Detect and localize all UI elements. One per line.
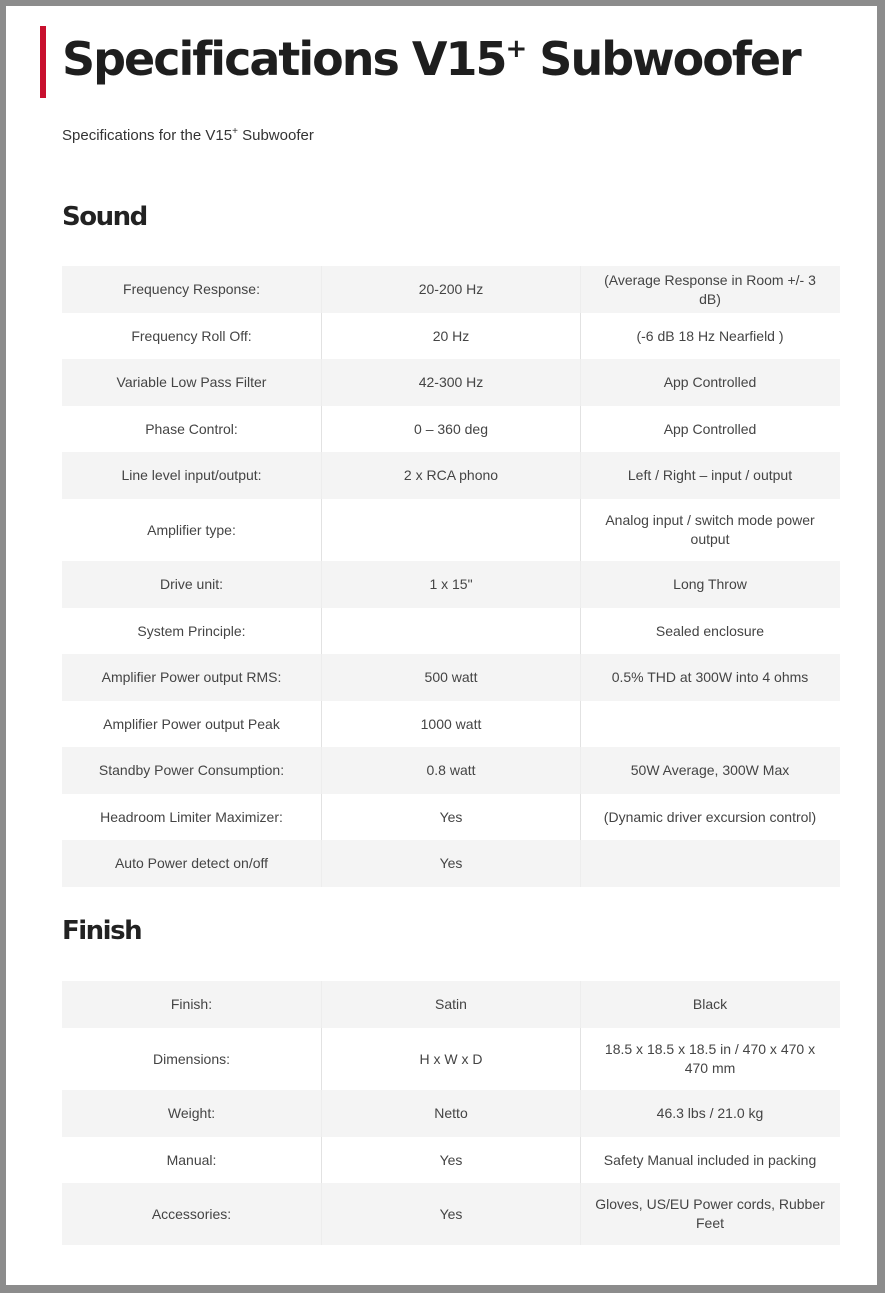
spec-label: Frequency Roll Off: [131, 327, 252, 344]
table-row [62, 794, 840, 840]
table-row [62, 981, 840, 1028]
spec-note: Left / Right – input / output [580, 452, 839, 499]
table-row [62, 654, 840, 701]
table-row [62, 1183, 840, 1245]
table-row [62, 561, 840, 608]
table-row [62, 266, 840, 313]
table-row [62, 452, 840, 499]
spec-note [580, 701, 839, 747]
table-row [62, 1028, 840, 1090]
spec-value: 2 x RCA phono [321, 452, 580, 499]
page-title-superscript: + [505, 33, 526, 64]
spec-label: Drive unit: [159, 576, 224, 593]
spec-value: 20-200 Hz [321, 266, 580, 313]
spec-note: (-6 dB 18 Hz Nearfield ) [580, 313, 839, 359]
spec-label: Frequency Response: [123, 281, 260, 298]
spec-note: 50W Average, 300W Max [580, 747, 839, 794]
spec-label: System Principle: [137, 622, 246, 639]
spec-note: 46.3 lbs / 21.0 kg [580, 1090, 839, 1137]
page-subtitle [62, 126, 314, 144]
spec-note: 18.5 x 18.5 x 18.5 in / 470 x 470 x 470 mm [580, 1028, 839, 1090]
spec-value: Netto [321, 1090, 580, 1137]
spec-note [580, 840, 839, 887]
table-row [62, 1137, 840, 1183]
section-heading-sound: Sound [62, 202, 147, 232]
sound-spec-table [62, 266, 840, 887]
spec-note: Sealed enclosure [580, 608, 839, 654]
table-row [62, 499, 840, 561]
spec-value: Yes [321, 1137, 580, 1183]
section-heading-finish: Finish [62, 916, 142, 946]
spec-value: 1 x 15" [321, 561, 580, 608]
page-subtitle-suffix: Subwoofer [237, 127, 314, 144]
page-subtitle-main: Specifications for the V15 [62, 127, 233, 144]
spec-value: 42-300 Hz [321, 359, 580, 406]
spec-label: Amplifier Power output RMS: [101, 669, 282, 686]
spec-value: Yes [321, 840, 580, 887]
table-row [62, 359, 840, 406]
spec-label: Weight: [167, 1105, 216, 1122]
spec-label: Auto Power detect on/off [114, 855, 269, 872]
spec-value: Yes [321, 794, 580, 840]
spec-value: H x W x D [321, 1028, 580, 1090]
table-row [62, 406, 840, 452]
spec-value: Satin [321, 981, 580, 1028]
spec-label: Accessories: [151, 1205, 232, 1222]
spec-value: 500 watt [321, 654, 580, 701]
table-row [62, 608, 840, 654]
spec-note: Analog input / switch mode power output [580, 499, 839, 561]
spec-label: Amplifier Power output Peak [103, 715, 280, 732]
page-title-suffix: Subwoofer [525, 32, 800, 86]
spec-note: App Controlled [580, 406, 839, 452]
spec-note: (Average Response in Room +/- 3 dB) [580, 266, 839, 313]
spec-value: 0 – 360 deg [321, 406, 580, 452]
spec-value: 0.8 watt [321, 747, 580, 794]
spec-label: Standby Power Consumption: [98, 762, 285, 779]
page-title [62, 34, 800, 85]
page-title-main: Specifications V15 [62, 32, 506, 86]
spec-label: Manual: [166, 1151, 217, 1168]
spec-note: Gloves, US/EU Power cords, Rubber Feet [580, 1183, 839, 1245]
spec-note: App Controlled [580, 359, 839, 406]
spec-label: Amplifier type: [147, 521, 236, 538]
table-row [62, 747, 840, 794]
spec-note: (Dynamic driver excursion control) [580, 794, 839, 840]
title-accent-bar [40, 26, 46, 98]
table-row [62, 313, 840, 359]
spec-label: Line level input/output: [121, 467, 262, 484]
spec-label: Variable Low Pass Filter [116, 374, 267, 391]
spec-value: 1000 watt [321, 701, 580, 747]
spec-value: 20 Hz [321, 313, 580, 359]
spec-label: Phase Control: [145, 420, 238, 437]
spec-value [321, 608, 580, 654]
table-row [62, 1090, 840, 1137]
table-row [62, 840, 840, 887]
spec-note: Black [580, 981, 839, 1028]
page [6, 6, 877, 1285]
finish-spec-table [62, 981, 840, 1245]
spec-label: Dimensions: [152, 1050, 231, 1067]
spec-value: Yes [321, 1183, 580, 1245]
spec-note: Safety Manual included in packing [580, 1137, 839, 1183]
page-subtitle-superscript: + [232, 126, 238, 137]
spec-note: Long Throw [580, 561, 839, 608]
spec-label: Finish: [170, 996, 213, 1013]
spec-value [321, 499, 580, 561]
spec-label: Headroom Limiter Maximizer: [100, 808, 283, 825]
spec-note: 0.5% THD at 300W into 4 ohms [580, 654, 839, 701]
table-row [62, 701, 840, 747]
